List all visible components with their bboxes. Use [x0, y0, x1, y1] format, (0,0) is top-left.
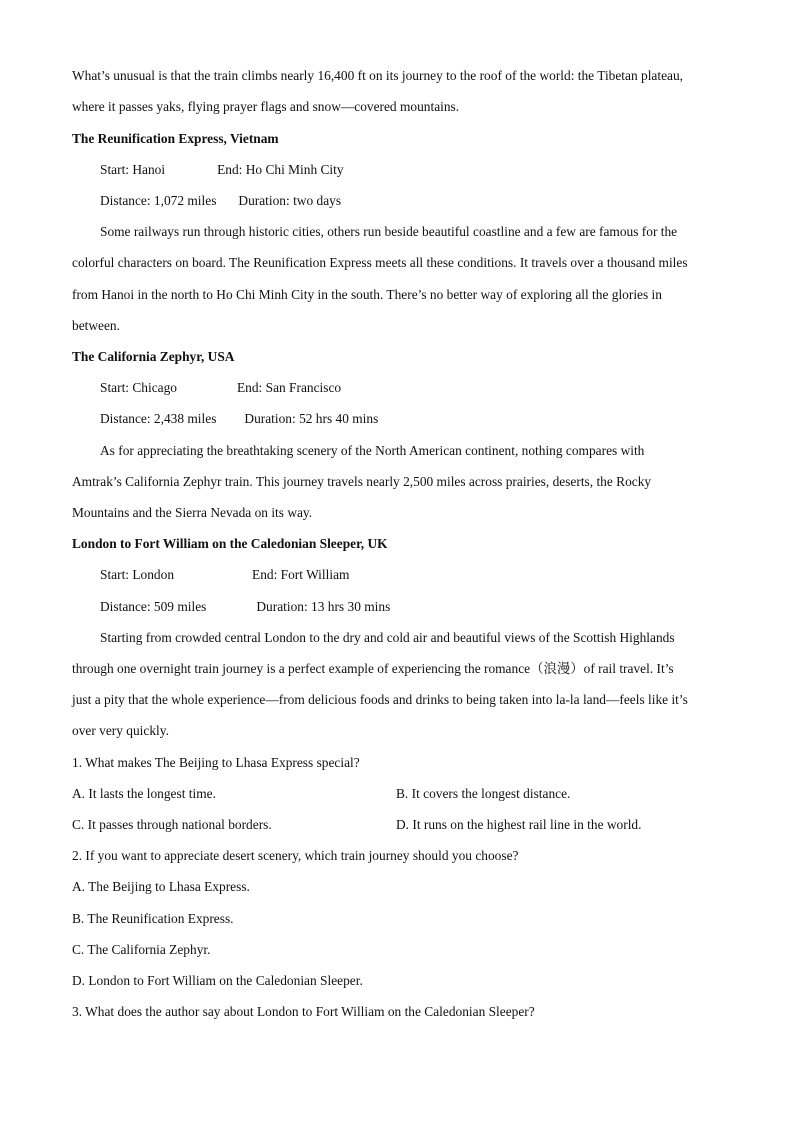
question-1-options-cd: [72, 816, 272, 834]
caledonian-para-line-4: over very quickly.: [72, 723, 169, 738]
caledonian-end: End: Fort William: [252, 567, 350, 582]
zephyr-start: Start: Chicago: [100, 380, 177, 395]
zephyr-start-end: [100, 379, 341, 397]
zephyr-para-line-3: Mountains and the Sierra Nevada on its way.: [72, 505, 313, 520]
caledonian-start: Start: London: [100, 567, 175, 582]
zephyr-end: End: San Francisco: [236, 380, 342, 395]
question-2-option-d: D. London to Fort William on the Caledonian Sleeper.: [72, 973, 363, 988]
zephyr-para-line-1: As for appreciating the breathtaking scenery of the North American continent, nothing compares with: [100, 443, 645, 458]
question-1-option-a: A. It lasts the longest time.: [72, 786, 216, 801]
question-1-options-ab: [72, 785, 216, 803]
intro-line-2: where it passes yaks, flying prayer flags and snow—covered mountains.: [72, 99, 460, 114]
intro-line-1: What’s unusual is that the train climbs nearly 16,400 ft on its journey to the roof of the world: the Tibetan plateau,: [72, 68, 684, 83]
reunification-para-line-2: colorful characters on board. The Reunification Express meets all these conditions. It travels over a thousand miles: [72, 255, 688, 270]
question-1-option-c: C. It passes through national borders.: [72, 817, 272, 832]
question-1-option-d: D. It runs on the highest rail line in the world.: [396, 817, 642, 832]
reunification-distance-duration: [100, 192, 341, 210]
question-1: 1. What makes The Beijing to Lhasa Express special?: [72, 755, 360, 770]
question-2-option-a: A. The Beijing to Lhasa Express.: [72, 879, 250, 894]
reunification-heading: The Reunification Express, Vietnam: [72, 131, 279, 146]
zephyr-distance-duration: [100, 410, 378, 428]
caledonian-distance-duration: [100, 598, 390, 616]
zephyr-heading: The California Zephyr, USA: [72, 349, 235, 364]
caledonian-distance: Distance: 509 miles: [100, 599, 207, 614]
question-1-option-b: B. It covers the longest distance.: [396, 786, 571, 801]
reunification-end: End: Ho Chi Minh City: [217, 162, 344, 177]
reunification-para-line-3: from Hanoi in the north to Ho Chi Minh City in the south. There’s no better way of exploring all the glories in: [72, 287, 662, 302]
reunification-start-end: [100, 161, 344, 179]
reunification-para-line-1: Some railways run through historic cities, others run beside beautiful coastline and a few are famous for the: [100, 224, 678, 239]
question-2-option-c: C. The California Zephyr.: [72, 942, 211, 957]
caledonian-duration: Duration: 13 hrs 30 mins: [256, 599, 391, 614]
caledonian-heading: London to Fort William on the Caledonian Sleeper, UK: [72, 536, 388, 551]
caledonian-para-line-3: just a pity that the whole experience—from delicious foods and drinks to being taken into la-la land—feels like it’s: [72, 692, 688, 707]
caledonian-para-line-2: through one overnight train journey is a perfect example of experiencing the romance（浪漫）of rail travel. It’s: [72, 661, 674, 676]
reunification-duration: Duration: two days: [238, 193, 342, 208]
reunification-para-line-4: between.: [72, 318, 120, 333]
caledonian-start-end: [100, 566, 349, 584]
zephyr-para-line-2: Amtrak’s California Zephyr train. This journey travels nearly 2,500 miles across prairies, deserts, the Rocky: [72, 474, 652, 489]
question-2-option-b: B. The Reunification Express.: [72, 911, 234, 926]
question-3: 3. What does the author say about London to Fort William on the Caledonian Sleeper?: [72, 1004, 535, 1019]
zephyr-duration: Duration: 52 hrs 40 mins: [244, 411, 379, 426]
reunification-start: Start: Hanoi: [100, 162, 166, 177]
reunification-distance: Distance: 1,072 miles: [100, 193, 217, 208]
zephyr-distance: Distance: 2,438 miles: [100, 411, 217, 426]
question-2: 2. If you want to appreciate desert scenery, which train journey should you choose?: [72, 848, 519, 863]
caledonian-para-line-1: Starting from crowded central London to the dry and cold air and beautiful views of the Scottish Highlands: [100, 630, 675, 645]
